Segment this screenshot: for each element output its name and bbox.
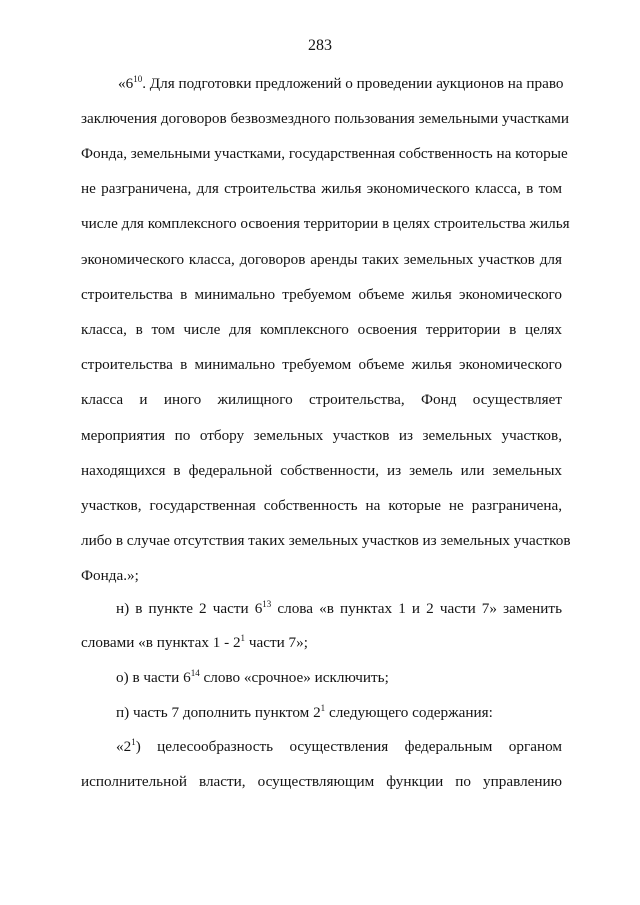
text-line: класса и иного жилищного строительства, Фонд осуществляет bbox=[81, 391, 562, 408]
text-line: н) в пункте 2 части $6^{13}$ слова «в пунктах 1 и 2 части 7» заменить bbox=[116, 599, 562, 617]
text-line: Фонда, земельными участками, государственная собственность на которые bbox=[81, 145, 568, 162]
page-number: 283 bbox=[308, 37, 332, 54]
text-line: заключения договоров безвозмездного пользования земельными участками bbox=[81, 110, 570, 127]
text-line: класса, в том числе для комплексного освоения территории в целях bbox=[81, 321, 562, 338]
text-line: мероприятия по отбору земельных участков из земельных участков, bbox=[81, 427, 562, 444]
text-line: либо в случае отсутствия таких земельных участков из земельных участков bbox=[81, 532, 571, 549]
text-line: Фонда.»; bbox=[81, 567, 139, 584]
text-line: п) часть 7 дополнить пунктом $2^1$ следующего содержания: bbox=[116, 703, 493, 721]
text-line: словами «в пунктах $1 - 2^1$ части 7»; bbox=[81, 633, 308, 651]
text-line: экономического класса, договоров аренды таких земельных участков для bbox=[81, 251, 562, 268]
text-line: числе для комплексного освоения территории в целях строительства жилья bbox=[81, 215, 570, 232]
text-line: «$2^1$) целесообразность осуществления федеральным органом bbox=[116, 737, 562, 755]
text-line: о) в части $6^{14}$ слово «срочное» исключить; bbox=[116, 668, 389, 686]
text-line: не разграничена, для строительства жилья экономического класса, в том bbox=[81, 180, 562, 197]
text-line: участков, государственная собственность на которые не разграничена, bbox=[81, 497, 562, 514]
text-line: находящихся в федеральной собственности, из земель или земельных bbox=[81, 462, 562, 479]
text-line: исполнительной власти, осуществляющим функции по управлению bbox=[81, 773, 562, 790]
text-line: «$6^{10}$. Для подготовки предложений о проведении аукционов на право bbox=[118, 74, 564, 92]
text-line: строительства в минимально требуемом объеме жилья экономического bbox=[81, 356, 562, 373]
text-line: строительства в минимально требуемом объеме жилья экономического bbox=[81, 286, 562, 303]
